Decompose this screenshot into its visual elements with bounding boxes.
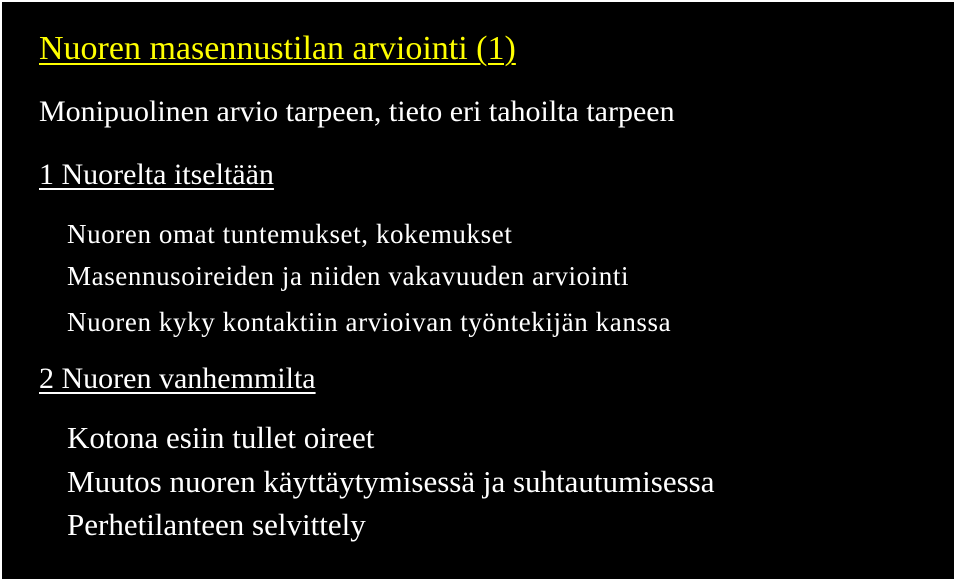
section-2-item-1: Kotona esiin tullet oireet <box>67 420 375 455</box>
section-1-item-3: Nuoren kyky kontaktiin arvioivan työntekijän kanssa <box>67 307 672 337</box>
section-2-item-2: Muutos nuoren käyttäytymisessä ja suhtautumisessa <box>67 464 715 499</box>
section-1-item-2: Masennusoireiden ja niiden vakavuuden arviointi <box>67 261 630 291</box>
section-1-item-1: Nuoren omat tuntemukset, kokemukset <box>67 219 513 249</box>
section-2-item-3: Perhetilanteen selvittely <box>67 507 366 542</box>
section-heading-1: 1 Nuorelta itseltään <box>39 158 274 191</box>
intro-text: Monipuolinen arvio tarpeen, tieto eri tahoilta tarpeen <box>39 95 675 128</box>
section-heading-2: 2 Nuoren vanhemmilta <box>39 362 316 395</box>
slide-title: Nuoren masennustilan arviointi (1) <box>39 30 516 67</box>
slide <box>2 2 956 581</box>
